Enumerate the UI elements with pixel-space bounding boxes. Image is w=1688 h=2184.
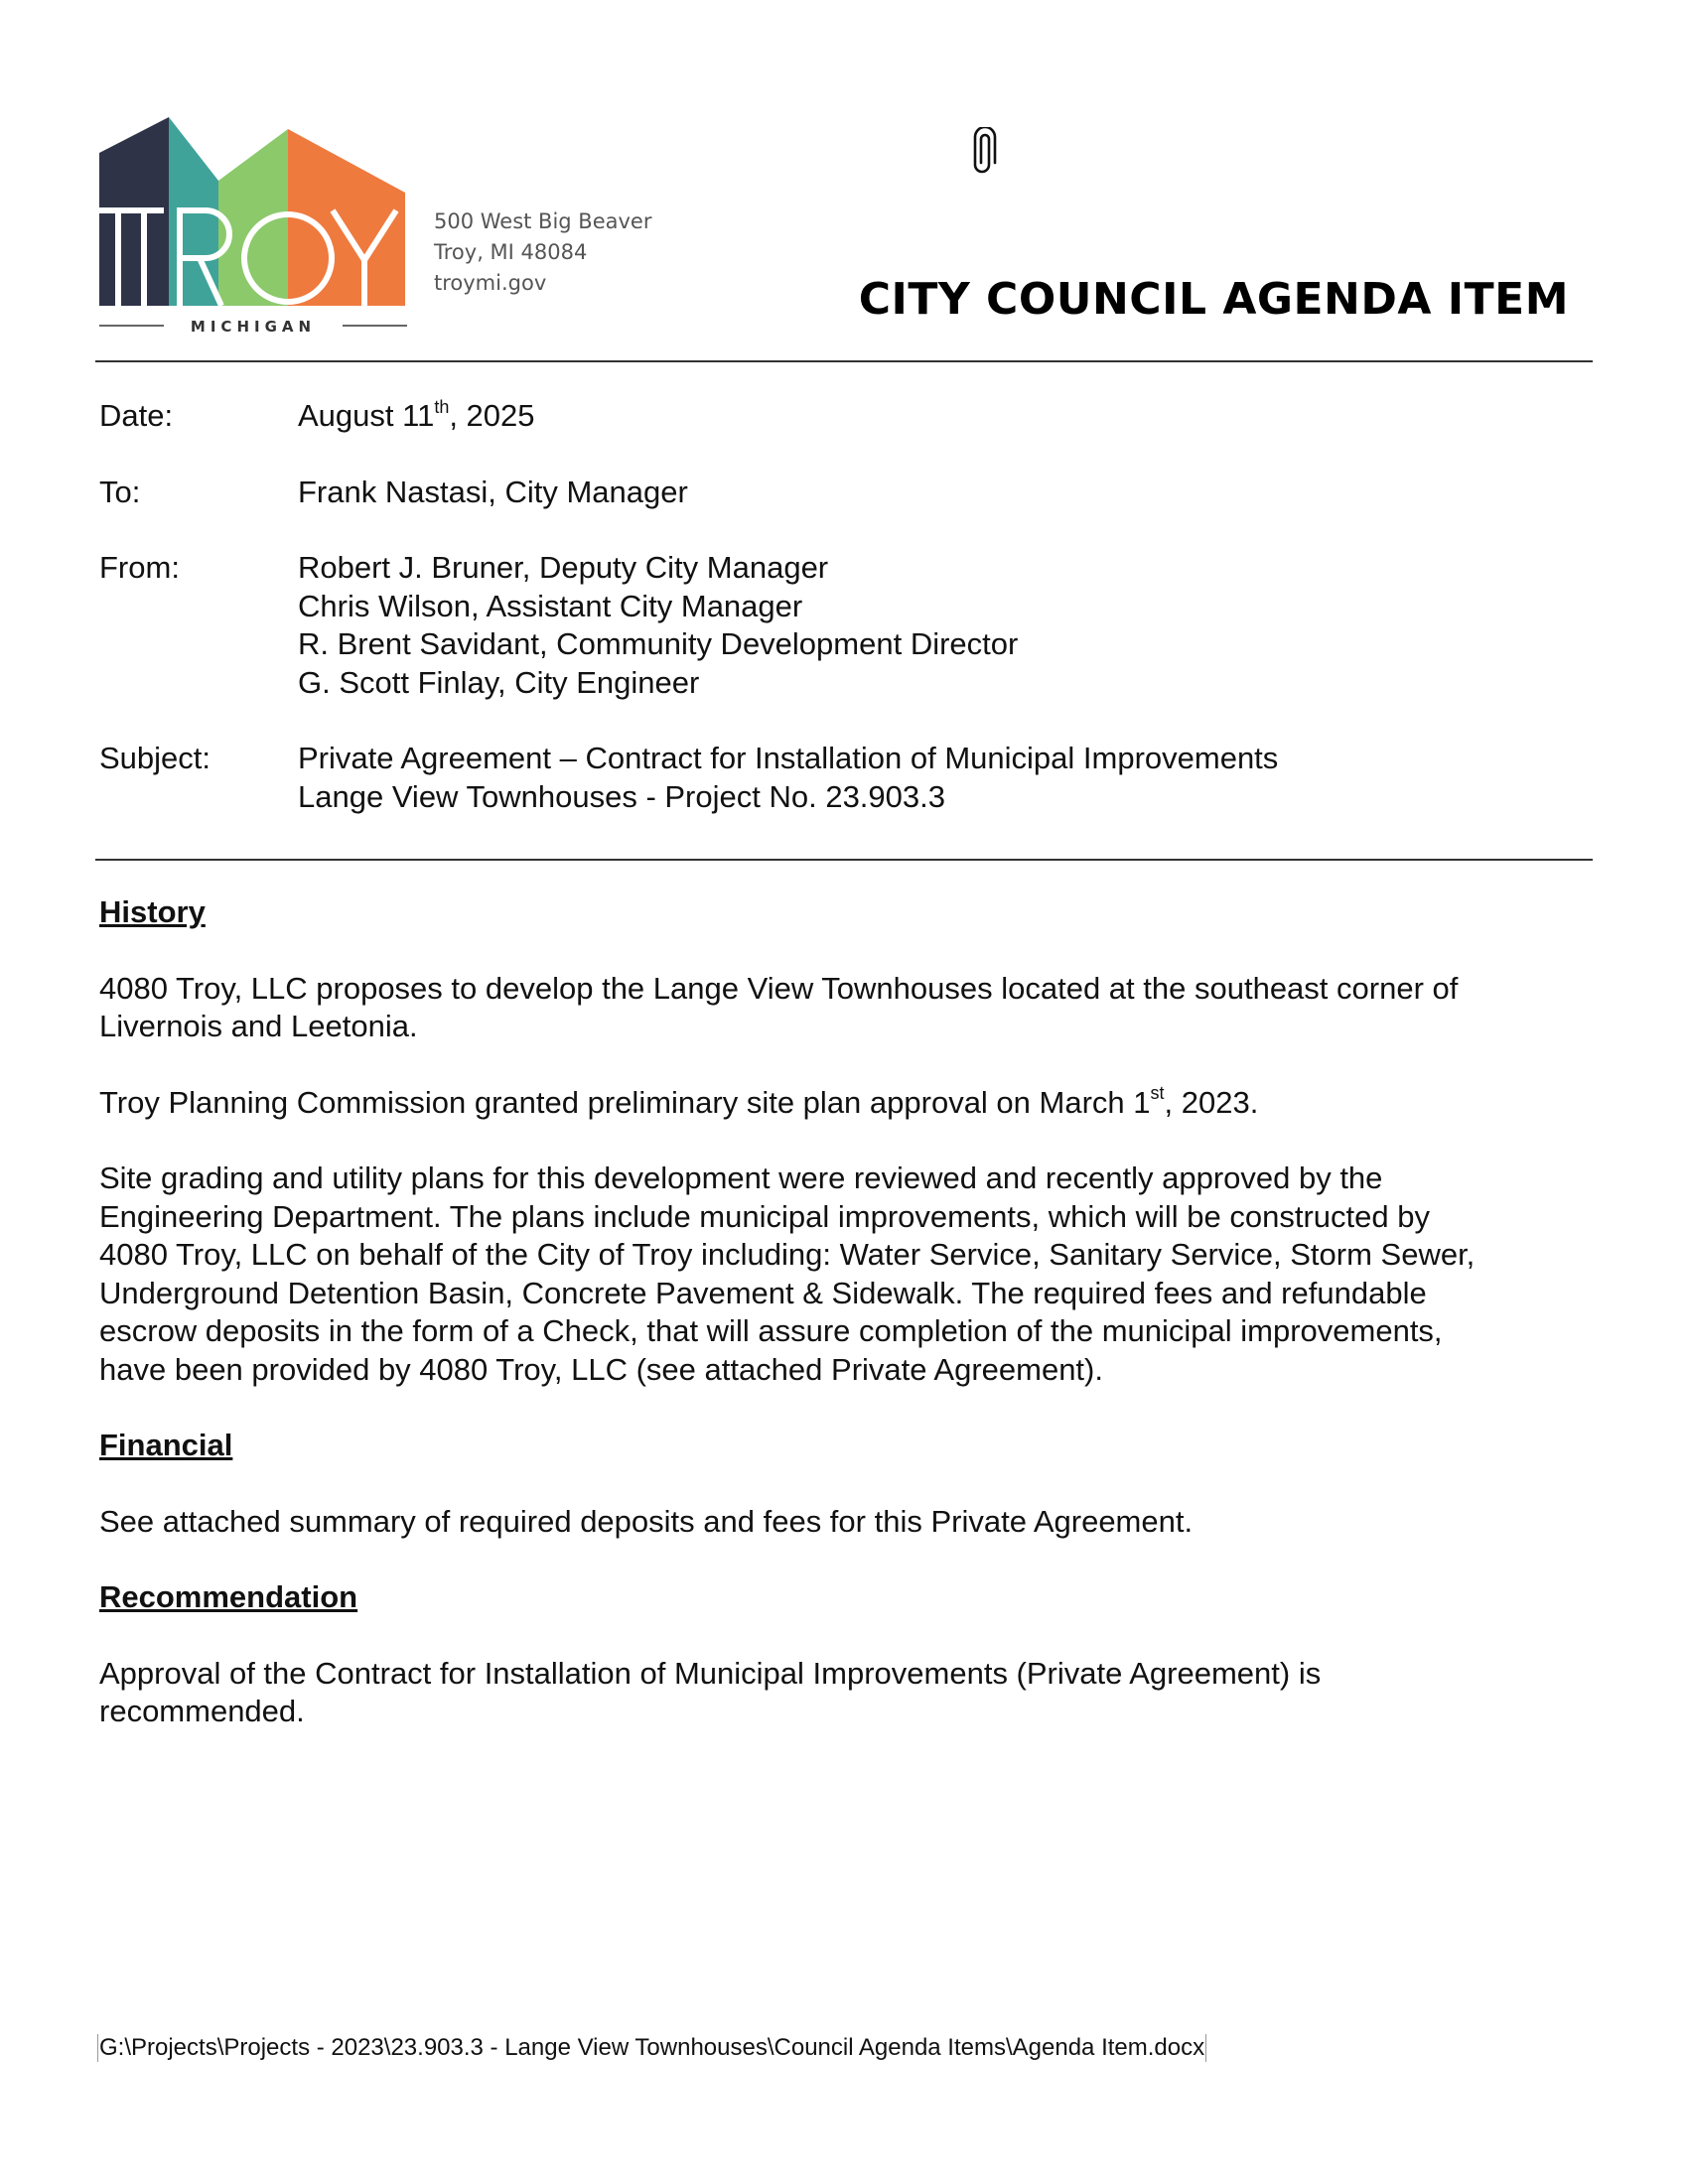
subject-row — [99, 740, 1589, 816]
memo-header — [99, 397, 1589, 854]
from-value — [298, 549, 1018, 702]
subject-divider — [95, 859, 1593, 861]
text-line: Troy Planning Commission granted preliminary site plan approval on March 1 — [99, 1084, 1151, 1120]
from-line: G. Scott Finlay, City Engineer — [298, 664, 700, 700]
date-value — [298, 397, 535, 436]
superscript: st — [1150, 1083, 1165, 1104]
text-line: have been provided by 4080 Troy, LLC (see attached Private Agreement). — [99, 1351, 1103, 1387]
troy-logo — [94, 111, 412, 336]
history-paragraph-1 — [99, 970, 1599, 1046]
text-line: Livernois and Leetonia. — [99, 1009, 418, 1043]
date-label: Date: — [99, 398, 174, 433]
to-row — [99, 474, 1589, 512]
text-line: escrow deposits in the form of a Check, that will assure completion of the municipal improvements, — [99, 1313, 1443, 1348]
subject-line: Lange View Townhouses - Project No. 23.903.3 — [298, 778, 945, 814]
history-paragraph-3 — [99, 1160, 1599, 1389]
history-heading: History — [99, 894, 206, 929]
to-value: Frank Nastasi, City Manager — [298, 474, 688, 509]
from-line: Robert J. Bruner, Deputy City Manager — [298, 550, 829, 585]
text-line: Approval of the Contract for Installation of Municipal Improvements (Private Agreement) is — [99, 1655, 1322, 1691]
header-divider — [95, 360, 1593, 362]
address-block — [434, 206, 652, 299]
date-sup: th — [434, 396, 450, 417]
text-line: , 2023. — [1164, 1084, 1259, 1120]
to-label: To: — [99, 474, 141, 509]
date-year: , 2025 — [449, 398, 535, 433]
address-line2: Troy, MI 48084 — [434, 240, 588, 264]
history-paragraph-2 — [99, 1084, 1599, 1123]
address-line1: 500 West Big Beaver — [434, 209, 652, 233]
from-label: From: — [99, 550, 180, 585]
recommendation-paragraph — [99, 1655, 1599, 1731]
paperclip-icon — [973, 127, 997, 182]
subject-line: Private Agreement – Contract for Installation of Municipal Improvements — [298, 741, 1279, 775]
text-line: Site grading and utility plans for this development were reviewed and recently approved by the — [99, 1160, 1383, 1195]
subject-value — [298, 740, 1278, 816]
from-row — [99, 549, 1589, 702]
text-line: recommended. — [99, 1694, 305, 1728]
memo-body — [99, 893, 1599, 1769]
text-line: Underground Detention Basin, Concrete Pavement & Sidewalk. The required fees and refundable — [99, 1275, 1427, 1310]
text-line: Engineering Department. The plans include municipal improvements, which will be constructed by — [99, 1198, 1430, 1234]
text-line: 4080 Troy, LLC on behalf of the City of Troy including: Water Service, Sanitary Service, Storm Sewer, — [99, 1237, 1476, 1272]
from-line: R. Brent Savidant, Community Development Director — [298, 626, 1019, 661]
logo-subtext: MICHIGAN — [190, 318, 317, 336]
website: troymi.gov — [434, 271, 547, 295]
footer-file-path: G:\Projects\Projects - 2023\23.903.3 - Lange View Townhouses\Council Agenda Items\Agenda Item.docx — [99, 2034, 1205, 2061]
text-line: 4080 Troy, LLC proposes to develop the Lange View Townhouses located at the southeast corner of — [99, 970, 1459, 1006]
date-main: August 11 — [298, 398, 435, 433]
date-row — [99, 397, 1589, 436]
from-line: Chris Wilson, Assistant City Manager — [298, 588, 803, 623]
financial-paragraph: See attached summary of required deposits and fees for this Private Agreement. — [99, 1503, 1194, 1539]
financial-heading: Financial — [99, 1428, 233, 1462]
subject-label: Subject: — [99, 741, 211, 775]
doc-title: CITY COUNCIL AGENDA ITEM — [858, 274, 1569, 325]
recommendation-heading: Recommendation — [99, 1579, 358, 1614]
